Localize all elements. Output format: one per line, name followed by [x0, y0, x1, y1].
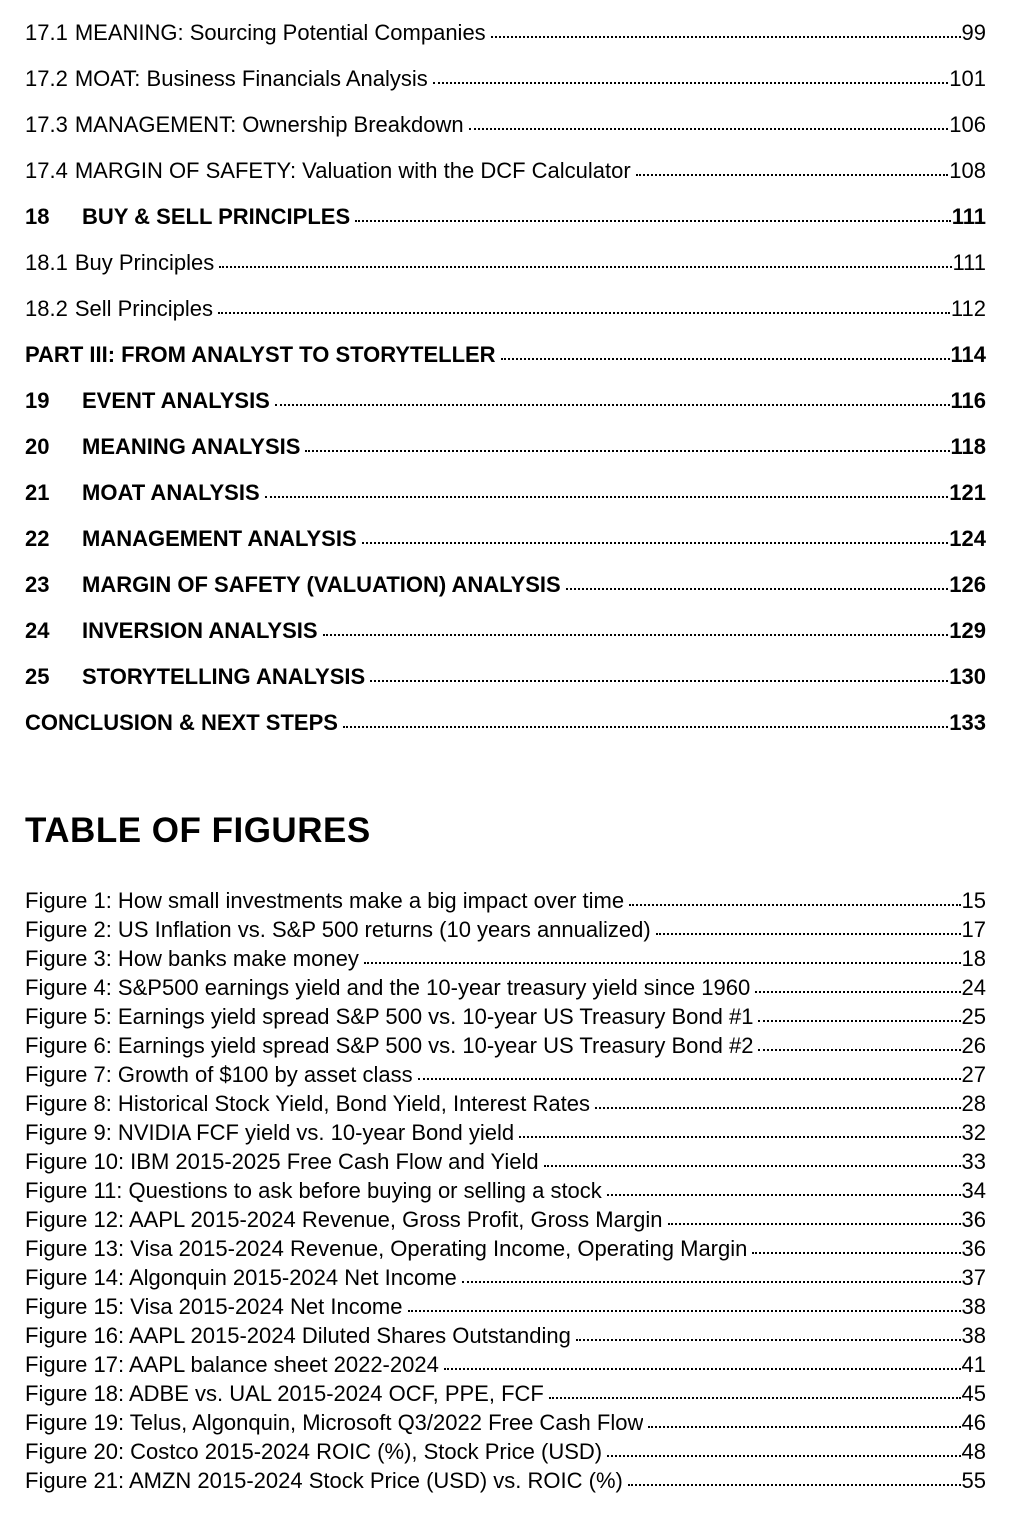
dot-leader: [752, 1252, 960, 1254]
figure-entry-label: Figure 7: Growth of $100 by asset class: [25, 1062, 413, 1087]
toc-entry-label: CONCLUSION & NEXT STEPS: [25, 710, 338, 735]
figure-entry: [25, 1437, 986, 1466]
toc-entry-number: 17.1: [25, 20, 68, 45]
toc-entry-number: 18.1: [25, 250, 68, 275]
figure-entry-page: 15: [961, 888, 986, 913]
dot-leader: [519, 1136, 960, 1138]
figure-entry-page: 48: [961, 1439, 986, 1464]
dot-leader: [656, 933, 961, 935]
toc-entry-number: 20: [25, 434, 50, 459]
figure-entry-page: 34: [961, 1178, 986, 1203]
toc-entry-number: 17.2: [25, 66, 68, 91]
dot-leader: [758, 1020, 960, 1022]
toc-entry: [25, 204, 986, 230]
dot-leader: [418, 1078, 961, 1080]
dot-leader: [544, 1165, 961, 1167]
dot-leader: [755, 991, 960, 993]
figure-entry-page: 38: [961, 1294, 986, 1319]
toc-entry: [25, 710, 986, 736]
figure-entry-label: Figure 9: NVIDIA FCF yield vs. 10-year Bond yield: [25, 1120, 515, 1145]
toc-entry-number: 17.3: [25, 112, 68, 137]
toc-entry-label: MEANING ANALYSIS: [82, 434, 301, 459]
dot-leader: [444, 1368, 961, 1370]
figure-entry: [25, 1118, 986, 1147]
toc-entry: [25, 618, 986, 644]
toc-entry-page: 99: [961, 20, 986, 45]
figure-entry: [25, 1466, 986, 1495]
figure-entry: [25, 1147, 986, 1176]
dot-leader: [408, 1310, 961, 1312]
dot-leader: [629, 904, 960, 906]
figure-entry-label: Figure 3: How banks make money: [25, 946, 359, 971]
dot-leader: [491, 36, 961, 38]
dot-leader: [628, 1484, 961, 1486]
figure-entry-page: 36: [961, 1207, 986, 1232]
table-of-figures-heading: TABLE OF FIGURES: [25, 811, 371, 850]
dot-leader: [668, 1223, 961, 1225]
figure-entry-page: 46: [961, 1410, 986, 1435]
toc-entry: [25, 664, 986, 690]
figure-entry: [25, 1031, 986, 1060]
figure-entry: [25, 973, 986, 1002]
figure-entry-page: 45: [961, 1381, 986, 1406]
figure-entry-label: Figure 6: Earnings yield spread S&P 500 vs. 10-year US Treasury Bond #2: [25, 1033, 754, 1058]
dot-leader: [636, 174, 949, 176]
dot-leader: [501, 358, 950, 360]
figure-entry-label: Figure 1: How small investments make a big impact over time: [25, 888, 625, 913]
figure-entry-page: 24: [961, 975, 986, 1000]
toc-entry: [25, 572, 986, 598]
toc-entry-page: 124: [949, 526, 986, 551]
toc-entry-page: 116: [950, 388, 986, 413]
toc-entry-page: 106: [949, 112, 986, 137]
toc-entry: [25, 250, 986, 276]
toc-entry-page: 121: [949, 480, 986, 505]
figure-entry-label: Figure 10: IBM 2015-2025 Free Cash Flow and Yield: [25, 1149, 539, 1174]
toc-entry-page: 108: [949, 158, 986, 183]
dot-leader: [370, 680, 948, 682]
dot-leader: [607, 1194, 961, 1196]
figure-entry-label: Figure 5: Earnings yield spread S&P 500 vs. 10-year US Treasury Bond #1: [25, 1004, 754, 1029]
figure-entry: [25, 1002, 986, 1031]
figure-entry-label: Figure 4: S&P500 earnings yield and the 10-year treasury yield since 1960: [25, 975, 751, 1000]
toc-entry: [25, 66, 986, 92]
dot-leader: [355, 220, 951, 222]
figure-entry: [25, 1350, 986, 1379]
dot-leader: [219, 266, 951, 268]
dot-leader: [275, 404, 950, 406]
toc-entry-label: MANAGEMENT ANALYSIS: [82, 526, 357, 551]
figure-entry-page: 17: [961, 917, 986, 942]
figure-entry-page: 55: [961, 1468, 986, 1493]
figure-entry-page: 41: [961, 1352, 986, 1377]
toc-entry-label: Buy Principles: [74, 250, 215, 275]
toc-entry-page: 112: [950, 296, 986, 321]
dot-leader: [758, 1049, 960, 1051]
figure-entry: [25, 1176, 986, 1205]
toc-entry-number: 18.2: [25, 296, 68, 321]
dot-leader: [265, 496, 949, 498]
figure-entry: [25, 1205, 986, 1234]
figure-entry-label: Figure 2: US Inflation vs. S&P 500 returns (10 years annualized): [25, 917, 651, 942]
dot-leader: [364, 962, 961, 964]
figure-entry-page: 27: [961, 1062, 986, 1087]
figure-entry-page: 28: [961, 1091, 986, 1116]
figure-entry: [25, 915, 986, 944]
toc-entry-label: MARGIN OF SAFETY: Valuation with the DCF Calculator: [74, 158, 631, 183]
dot-leader: [607, 1455, 960, 1457]
figure-entry-label: Figure 8: Historical Stock Yield, Bond Yield, Interest Rates: [25, 1091, 590, 1116]
toc-entry-page: 111: [952, 250, 986, 275]
dot-leader: [433, 82, 949, 84]
dot-leader: [648, 1426, 960, 1428]
dot-leader: [549, 1397, 961, 1399]
figure-entry: [25, 1234, 986, 1263]
figure-entry: [25, 1292, 986, 1321]
toc-entry: [25, 526, 986, 552]
toc-entry-label: BUY & SELL PRINCIPLES: [82, 204, 351, 229]
figure-entry: [25, 1060, 986, 1089]
figure-entry-label: Figure 13: Visa 2015-2024 Revenue, Operating Income, Operating Margin: [25, 1236, 748, 1261]
toc-entry-label: STORYTELLING ANALYSIS: [82, 664, 366, 689]
toc-entry: [25, 296, 986, 322]
toc-entry: [25, 388, 986, 414]
figure-entry: [25, 1263, 986, 1292]
toc-entry: [25, 480, 986, 506]
toc-entry-label: MANAGEMENT: Ownership Breakdown: [74, 112, 464, 137]
figure-entry-label: Figure 19: Telus, Algonquin, Microsoft Q3/2022 Free Cash Flow: [25, 1410, 644, 1435]
toc-entry-page: 114: [950, 342, 986, 367]
toc-entry-page: 101: [949, 66, 986, 91]
dot-leader: [323, 634, 949, 636]
toc-entry-label: MOAT: Business Financials Analysis: [74, 66, 428, 91]
dot-leader: [469, 128, 949, 130]
figures-section: [25, 886, 986, 1495]
figure-entry-page: 37: [961, 1265, 986, 1290]
toc-entry-page: 126: [949, 572, 986, 597]
figure-entry: [25, 1379, 986, 1408]
dot-leader: [305, 450, 949, 452]
figure-entry: [25, 1408, 986, 1437]
figure-entry-label: Figure 20: Costco 2015-2024 ROIC (%), Stock Price (USD): [25, 1439, 603, 1464]
figure-entry-label: Figure 21: AMZN 2015-2024 Stock Price (USD) vs. ROIC (%): [25, 1468, 623, 1493]
figure-entry-page: 25: [961, 1004, 986, 1029]
toc-entry: [25, 342, 986, 368]
toc-entry-label: INVERSION ANALYSIS: [82, 618, 318, 643]
figure-entry-label: Figure 16: AAPL 2015-2024 Diluted Shares Outstanding: [25, 1323, 571, 1348]
figure-entry-page: 18: [961, 946, 986, 971]
toc-entry-number: 18: [25, 204, 50, 229]
toc-entry-number: 24: [25, 618, 50, 643]
figure-entry-label: Figure 15: Visa 2015-2024 Net Income: [25, 1294, 403, 1319]
figure-entry-page: 38: [961, 1323, 986, 1348]
toc-entry: [25, 158, 986, 184]
toc-entry-number: 17.4: [25, 158, 68, 183]
toc-entry-number: 19: [25, 388, 50, 413]
toc-entry-label: PART III: FROM ANALYST TO STORYTELLER: [25, 342, 496, 367]
figure-entry-page: 26: [961, 1033, 986, 1058]
figure-entry-label: Figure 12: AAPL 2015-2024 Revenue, Gross Profit, Gross Margin: [25, 1207, 663, 1232]
toc-entry-page: 133: [949, 710, 986, 735]
toc-entry-label: EVENT ANALYSIS: [82, 388, 270, 413]
figure-entry: [25, 944, 986, 973]
toc-entry-label: Sell Principles: [74, 296, 213, 321]
toc-entry: [25, 112, 986, 138]
toc-entry-label: MOAT ANALYSIS: [82, 480, 260, 505]
toc-entry: [25, 20, 986, 46]
figure-entry: [25, 1321, 986, 1350]
toc-entry-page: 130: [949, 664, 986, 689]
toc-entry: [25, 434, 986, 460]
toc-section: [25, 20, 986, 736]
dot-leader: [595, 1107, 961, 1109]
toc-entry-number: 21: [25, 480, 50, 505]
figure-entry-label: Figure 14: Algonquin 2015-2024 Net Income: [25, 1265, 457, 1290]
figure-entry-label: Figure 17: AAPL balance sheet 2022-2024: [25, 1352, 439, 1377]
dot-leader: [576, 1339, 961, 1341]
toc-entry-number: 22: [25, 526, 50, 551]
toc-entry-page: 118: [950, 434, 986, 459]
figure-entry-page: 33: [961, 1149, 986, 1174]
toc-entry-page: 129: [949, 618, 986, 643]
toc-entry-label: MEANING: Sourcing Potential Companies: [74, 20, 486, 45]
toc-entry-page: 111: [951, 204, 986, 229]
toc-entry-number: 23: [25, 572, 50, 597]
dot-leader: [362, 542, 949, 544]
figure-entry-label: Figure 11: Questions to ask before buying or selling a stock: [25, 1178, 602, 1203]
dot-leader: [343, 726, 948, 728]
figure-entry: [25, 1089, 986, 1118]
dot-leader: [218, 312, 950, 314]
dot-leader: [462, 1281, 961, 1283]
figure-entry-label: Figure 18: ADBE vs. UAL 2015-2024 OCF, PPE, FCF: [25, 1381, 544, 1406]
figure-entry-page: 36: [961, 1236, 986, 1261]
figure-entry: [25, 886, 986, 915]
figure-entry-page: 32: [961, 1120, 986, 1145]
toc-entry-label: MARGIN OF SAFETY (VALUATION) ANALYSIS: [82, 572, 561, 597]
toc-entry-number: 25: [25, 664, 50, 689]
dot-leader: [566, 588, 949, 590]
